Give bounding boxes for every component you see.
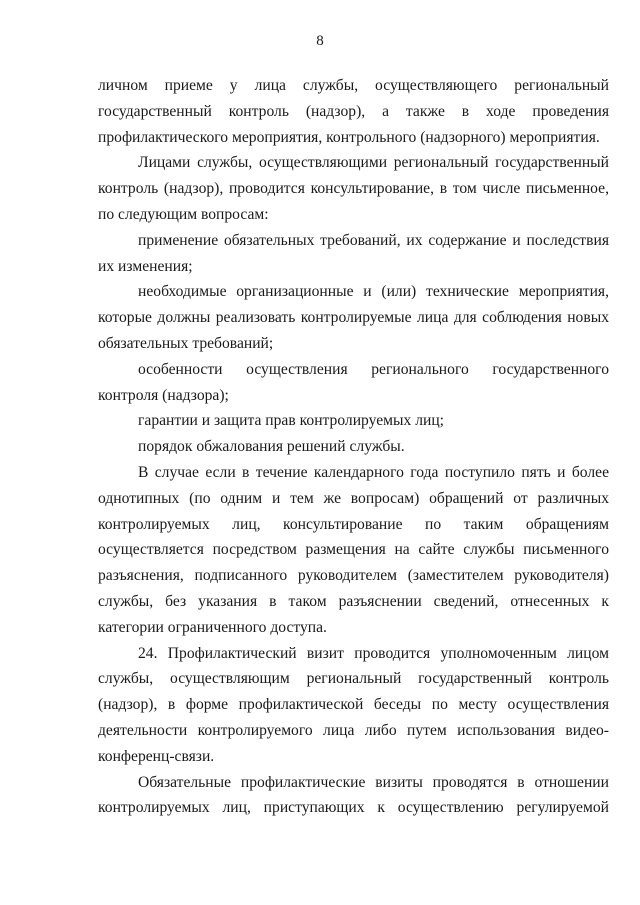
list-item-control-features: особенности осуществления регионального государственного контроля (надзора); <box>98 360 609 404</box>
document-body <box>98 73 609 821</box>
list-item-appeal: порядок обжалования решений службы. <box>138 438 405 456</box>
paragraph-continuation: личном приеме у лица службы, осуществляющего региональный государственный контроль (надзор), а также в ходе проведения профилактического мероприятия, контрольного (надзорного) мероприятия. <box>98 77 609 146</box>
list-item-rights: гарантии и защита прав контролируемых лиц; <box>138 412 445 430</box>
page-number: 8 <box>316 33 324 49</box>
paragraph-repeated-requests: В случае если в течение календарного года поступило пять и более однотипных (по одним и тем же вопросам) обращений от различных контролируемых лиц, консультирование по таким обращениям осуществляется посредством размещения на сайте службы письменного разъяснения, подписанного руководителем (заместителем руководителя) службы, без указания в таком разъяснении сведений, отнесенных к категории ограниченного доступа. <box>98 463 609 636</box>
paragraph-section-24: 24. Профилактический визит проводится уполномоченным лицом службы, осуществляющим региональный государственный контроль (надзор), в форме профилактической беседы по месту осуществления деятельности контролируемого лица либо путем использования видео-конференц-связи. <box>98 644 609 765</box>
list-item-requirements: применение обязательных требований, их содержание и последствия их изменения; <box>98 231 609 275</box>
paragraph-consultation-intro: Лицами службы, осуществляющими региональный государственный контроль (надзор), проводится консультирование, в том числе письменное, по следующим вопросам: <box>98 154 609 223</box>
list-item-measures: необходимые организационные и (или) технические мероприятия, которые должны реализовать контролируемые лица для соблюдения новых обязательных требований; <box>98 283 609 352</box>
paragraph-mandatory-visits: Обязательные профилактические визиты проводятся в отношении контролируемых лиц, приступающих к осуществлению регулируемой <box>98 773 609 817</box>
